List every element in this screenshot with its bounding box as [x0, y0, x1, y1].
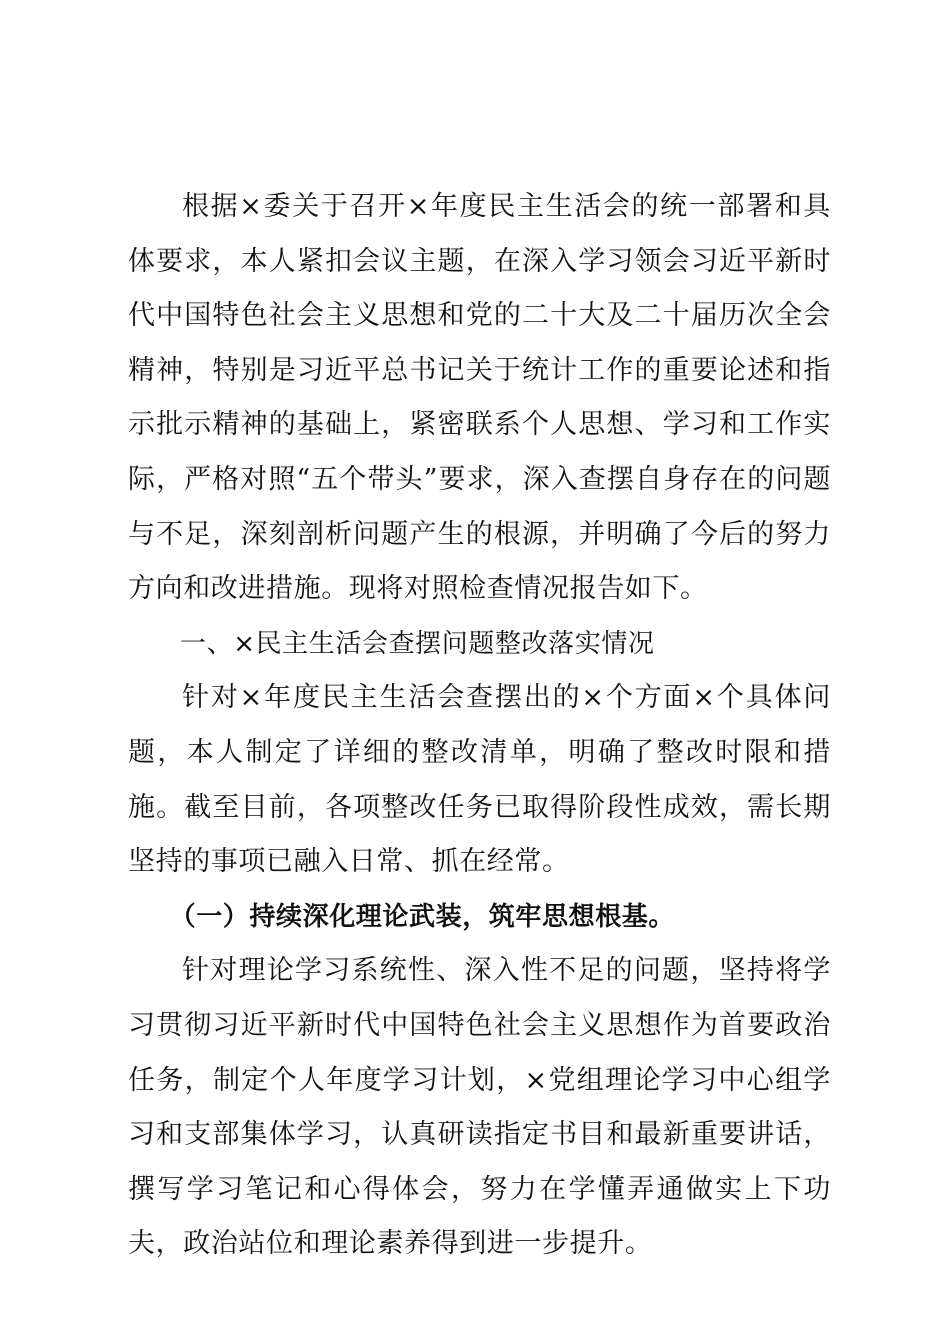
- section-heading-1: 一、×民主生活会查摆问题整改落实情况: [180, 628, 655, 659]
- subsection-1-paragraph: 针对理论学习系统性、深入性不足的问题，坚持将学习贯彻习近平新时代中国特色社会主义思想作为首要政治任务，制定个人年度学习计划，×党组理论学习中心组学习和支部集体学习，认真研读指定书目和最新重要讲话，撰写学习笔记和心得体会，努力在学懂弄通做实上下功夫，政治站位和理论素养得到进一步提升。: [128, 955, 831, 1260]
- document-body: [128, 180, 831, 1272]
- section-1-paragraph: 针对×年度民主生活会查摆出的×个方面×个具体问题，本人制定了详细的整改清单，明确了整改时限和措施。截至目前，各项整改任务已取得阶段性成效，需长期坚持的事项已融入日常、抓在经常。: [128, 682, 831, 878]
- intro-paragraph: 根据×委关于召开×年度民主生活会的统一部署和具体要求，本人紧扣会议主题，在深入学习领会习近平新时代中国特色社会主义思想和党的二十大及二十届历次全会精神，特别是习近平总书记关于统计工作的重要论述和指示批示精神的基础上，紧密联系个人思想、学习和工作实际，严格对照“五个带头”要求，深入查摆自身存在的问题与不足，深刻剖析问题产生的根源，并明确了今后的努力方向和改进措施。现将对照检查情况报告如下。: [128, 191, 831, 605]
- subsection-heading-1: （一）持续深化理论武装，筑牢思想根基。: [169, 901, 675, 932]
